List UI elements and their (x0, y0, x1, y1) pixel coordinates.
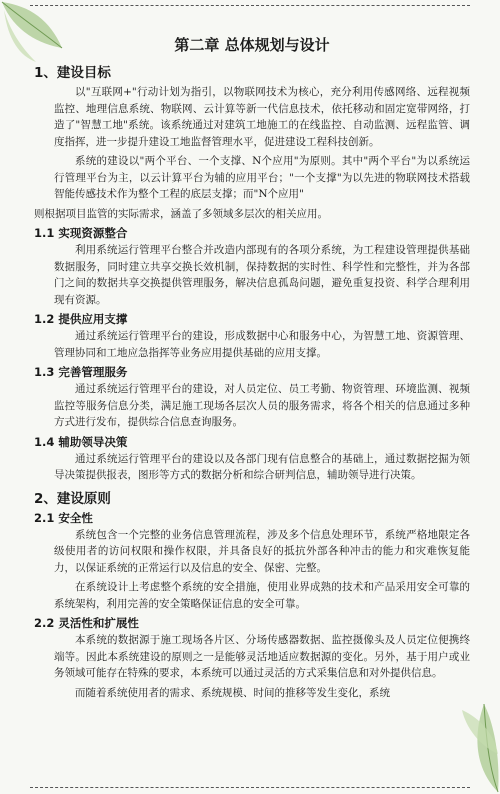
subsection-heading: 2.2 灵活性和扩展性 (34, 616, 139, 630)
bottom-dashed-border (30, 787, 470, 788)
paragraph: 通过系统运行管理平台的建设以及各部门现有信息整合的基础上，通过数据挖掘为领导决策提供报表，图形等方式的数据分析和综合研判信息，辅助领导进行决策。 (54, 452, 470, 481)
paragraph: 系统包含一个完整的业务信息管理流程，涉及多个信息处理环节，系统严格地限定各级使用者的访问权限和操作权限，并具备良好的抵抗外部各种冲击的能力和灾难恢复能力，以保证系统的正常运行以及信息的安全、保密、完整。 (54, 528, 470, 574)
subsection-heading: 2.1 安全性 (34, 510, 93, 525)
subsection-heading: 1.1 实现资源整合 (34, 226, 128, 240)
subsection-heading: 1.2 提供应用支撑 (34, 312, 128, 326)
paragraph: 系统的建设以"两个平台、一个支撑、N个应用"为原则。其中"两个平台"为以系统运行管理平台为主，以云计算平台为辅的应用平台；"一个支撑"为以先进的物联网技术搭载智能传感技术作为整个工程的底层支撑；而"N个应用" (54, 155, 470, 200)
paragraph: 通过系统运行管理平台的建设，对人员定位、员工考勤、物资管理、环境监测、视频监控等服务信息分类，满足施工现场各层次人员的服务需求，将各个相关的信息通过多种方式进行发布，提供综合信息查询服务。 (54, 383, 470, 428)
paragraph: 利用系统运行管理平台整合并改造内部现有的各项分系统，为工程建设管理提供基础数据服务，同时建立共享交换长效机制，保持数据的实时性、科学性和完整性，并为各部门之间的数据共享交换提供管理服务，解决信息孤岛问题，避免重复投资、科学合理利用现有资源。 (54, 244, 470, 306)
chapter-title: 第二章 总体规划与设计 (174, 36, 330, 54)
section-heading: 1、建设目标 (34, 65, 111, 81)
subsection-heading: 1.4 辅助领导决策 (34, 434, 128, 449)
paragraph: 在系统设计上考虑整个系统的安全措施，使用业界成熟的技术和产品采用安全可靠的系统架构，利用完善的安全策略保证信息的安全可靠。 (54, 581, 470, 610)
paragraph: 通过系统运行管理平台的建设，形成数据中心和服务中心，为智慧工地、资源管理、管理协同和工地应急指挥等业务应用提供基础的应用支撑。 (54, 330, 470, 359)
paragraph: 以"互联网+"行动计划为指引，以物联网技术为核心，充分利用传感网络、远程视频监控、地理信息系统、物联网、云计算等新一代信息技术，依托移动和固定宽带网络，打造了"智慧工地"系统。该系统通过对建筑工地施工的在线监控、自动监测、远程监管、调度指挥，进一步提升建设工地监督管理水平，促进建设工程科技创新。 (54, 86, 470, 148)
document-page (34, 34, 470, 704)
section-heading: 2、建设原则 (34, 490, 111, 507)
paragraph: 而随着系统使用者的需求、系统规模、时间的推移等发生变化，系统 (75, 686, 390, 699)
top-dashed-border (30, 5, 470, 6)
subsection-heading: 1.3 完善管理服务 (34, 365, 128, 379)
paragraph: 则根据项目监管的实际需求，涵盖了多领域多层次的相关应用。 (34, 207, 328, 220)
paragraph: 本系统的数据源于施工现场各片区、分场传感器数据、监控摄像头及人员定位便携终端等。因此本系统建设的原则之一是能够灵活地适应数据源的变化。另外，基于用户或业务领域可能存在特殊的要求，本系统可以通过灵活的方式采集信息和对外提供信息。 (54, 634, 470, 679)
